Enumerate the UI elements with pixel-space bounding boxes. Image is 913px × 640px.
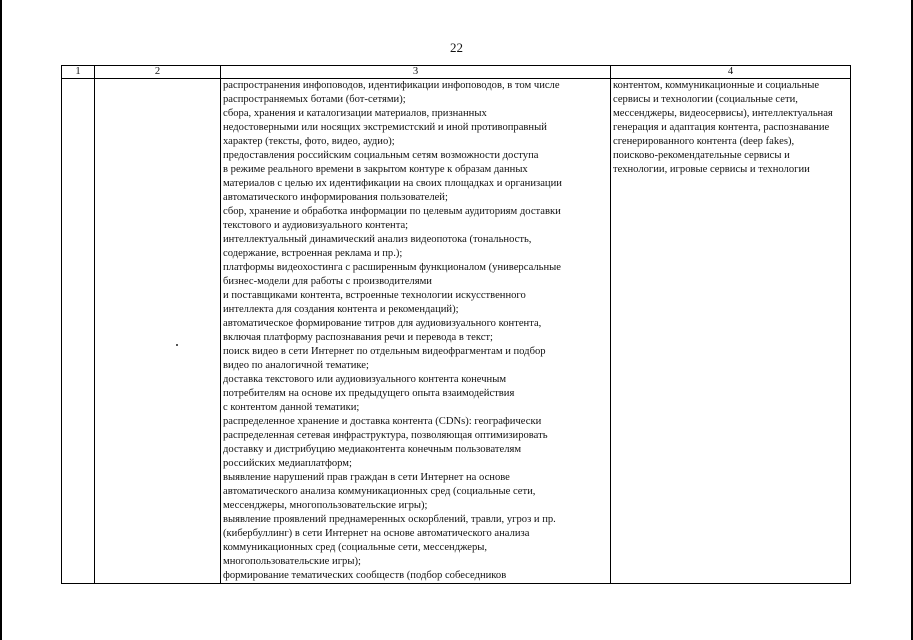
text-line: и поставщиками контента, встроенные технологии искусственного [223,290,526,301]
text-line: доставка текстового или аудиовизуального контента конечным [223,374,507,385]
text-line: мессенджеры, многопользовательские игры); [223,500,428,511]
cell-col-4 [611,79,851,584]
header-col-3: 3 [221,66,611,79]
text-line: недостоверными или носящих экстремистский и иной противоправный [223,122,547,133]
text-line: выявление проявлений преднамеренных оскорблений, травли, угроз и пр. [223,514,556,525]
text-line: распределенное хранение и доставка контента (CDNs): географически [223,416,542,427]
text-line: сгенерированного контента (deep fakes), [613,136,795,147]
text-line: мессенджеры, видеосервисы), интеллектуальная [613,108,833,119]
scan-speck [176,344,178,346]
text-line: технологии, игровые сервисы и технологии [613,164,810,175]
text-line: текстового и аудиовизуального контента; [223,220,409,231]
header-col-1: 1 [62,66,95,79]
text-line: потребителям на основе их предыдущего опыта взаимодействия [223,388,515,399]
cell-col-4-text [613,79,848,177]
text-line: интеллектуальный динамический анализ видеопотока (тональность, [223,234,532,245]
text-line: интеллекта для создания контента и рекомендаций); [223,304,459,315]
table-header-row [62,66,851,79]
header-col-2: 2 [95,66,221,79]
cell-col-3-text [223,79,608,583]
cell-col-2 [95,79,221,584]
text-line: (кибербуллинг) в сети Интернет на основе автоматического анализа [223,528,530,539]
text-line: предоставления российским социальным сетям возможности доступа [223,150,539,161]
text-line: контентом, коммуникационные и социальные [613,80,820,91]
scan-border-left [0,0,2,640]
text-line: поиск видео в сети Интернет по отдельным видеофрагментам и подбор [223,346,546,357]
table-row [62,79,851,584]
text-line: поисково-рекомендательные сервисы и [613,150,790,161]
text-line: распространения инфоповодов, идентификации инфоповодов, в том числе [223,80,560,91]
text-line: в режиме реального времени в закрытом контуре к образам данных [223,164,528,175]
text-line: многопользовательские игры); [223,556,361,567]
text-line: характер (тексты, фото, видео, аудио); [223,136,395,147]
text-line: сбора, хранения и каталогизации материалов, признанных [223,108,487,119]
text-line: автоматического информирования пользователей; [223,192,448,203]
text-line: автоматического анализа коммуникационных сред (социальные сети, [223,486,536,497]
text-line: формирование тематических сообществ (подбор собеседников [223,570,507,581]
cell-col-3 [221,79,611,584]
text-line: видео по аналогичной тематике; [223,360,369,371]
text-line: сервисы и технологии (социальные сети, [613,94,798,105]
text-line: автоматическое формирование титров для аудиовизуального контента, [223,318,542,329]
text-line: сбор, хранение и обработка информации по целевым аудиториям доставки [223,206,561,217]
text-line: коммуникационных сред (социальные сети, мессенджеры, [223,542,488,553]
text-line: доставку и дистрибуцию медиаконтента конечным пользователям [223,444,522,455]
text-line: содержание, встроенная реклама и пр.); [223,248,403,259]
text-line: материалов с целью их идентификации на своих площадках и организации [223,178,562,189]
text-line: с контентом данной тематики; [223,402,360,413]
header-col-4: 4 [611,66,851,79]
text-line: распределенная сетевая инфраструктура, позволяющая оптимизировать [223,430,548,441]
text-line: включая платформу распознавания речи и перевода в текст; [223,332,493,343]
page-number: 22 [450,40,463,55]
text-line: выявление нарушений прав граждан в сети Интернет на основе [223,472,510,483]
document-table [61,65,851,584]
text-line: российских медиаплатформ; [223,458,352,469]
text-line: бизнес-модели для работы с производителями [223,276,432,287]
cell-col-1 [62,79,95,584]
text-line: генерация и адаптация контента, распознавание [613,122,830,133]
text-line: платформы видеохостинга с расширенным функционалом (универсальные [223,262,561,273]
text-line: распространяемых ботами (бот-сетями); [223,94,406,105]
